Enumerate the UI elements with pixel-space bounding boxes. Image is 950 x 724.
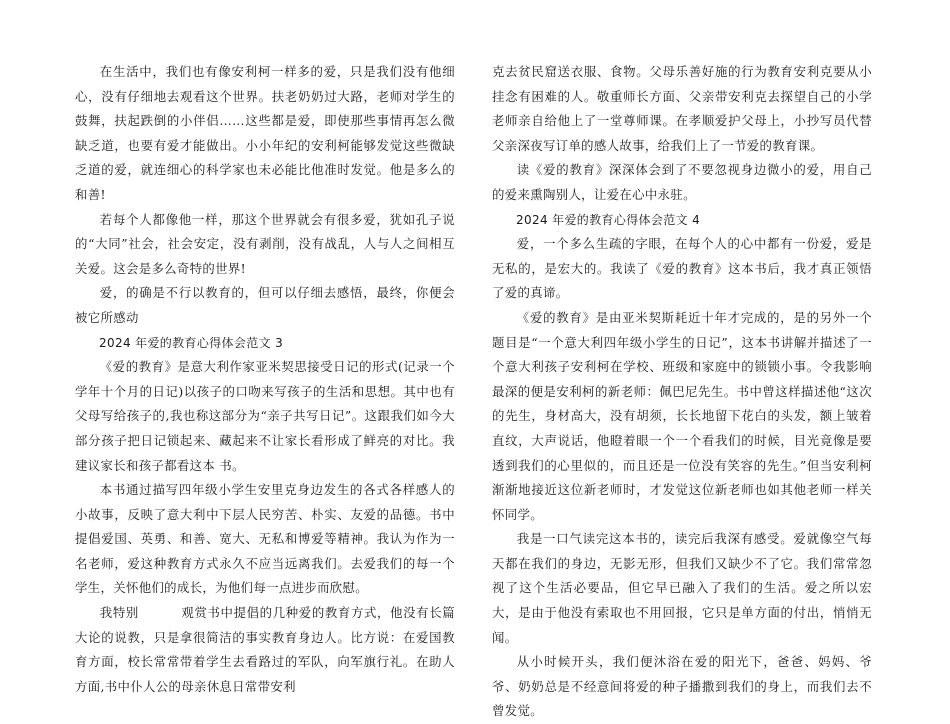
section-heading: 2024 年爱的教育心得体会范文 4 — [516, 212, 701, 227]
paragraph-body: 观赏书中提倡的几种爱的教育方式，他没有长篇大论的说教，只是拿很简洁的事实教育身边人。比方说：在爱国教育方面，校长常常带着学生去看路过的军队，向军旗行礼。在助人方面,书中仆人公的母亲休息日常带安利 — [75, 605, 455, 694]
paragraph: 若每个人都像他一样，那这个世界就会有很多爱，犹如孔子说的“大同”社会，社会安定，没有剥削，没有战乱，人与人之间相互关爱。这会是多么奇特的世界! — [75, 211, 455, 276]
paragraph — [75, 601, 455, 699]
paragraph: 爱，一个多么生疏的字眼，在每个人的心中都有一份爱，爱是无私的，是宏大的。我读了《爱的教育》这本书后，我才真正领悟了爱的真谛。 — [492, 236, 872, 301]
paragraph: 爱，的确是不行以教育的，但可以仔细去感悟，最终，你便会被它所感动 — [75, 285, 455, 325]
paragraph: 我是一口气读完这本书的，读完后我深有感受。爱就像空气每天都在我们的身边，无影无形，但我们又缺少不了它。我们常常忽视了这个生活必要品，但它早已融入了我们的生活。爱之所以宏大，是由于他没有索取也不用回报，它只是单方面的付出，悄悄无闻。 — [492, 531, 872, 645]
section-heading: 2024 年爱的教育心得体会范文 3 — [99, 335, 284, 350]
paragraph: 从小时候开头，我们便沐浴在爱的阳光下，爸爸、妈妈、爷爷、奶奶总是不经意间将爱的种子播撒到我们的身上，而我们去不曾发觉。 — [492, 654, 872, 719]
paragraph: 读《爱的教育》深深体会到了不要忽视身边微小的爱，用自己的爱来熏陶别人，让爱在心中永驻。 — [492, 162, 872, 202]
left-column — [75, 60, 455, 699]
paragraph: 本书通过描写四年级小学生安里克身边发生的各式各样感人的小故事，反映了意大利中下层人民穷苦、朴实、友爱的品德。书中提倡爱国、英勇、和善、宽大、无私和博爱等精神。我认为作为一名老师，爱这种教育方式永久不应当远离我们。去爱我们的每一个学生，关怀他们的成长，为他们每一点进步而欣慰。 — [75, 482, 455, 596]
paragraph-lead: 我特别 — [99, 605, 139, 621]
paragraph: 在生活中，我们也有像安利柯一样多的爱，只是我们没有他细心，没有仔细地去观看这个世界。扶老奶奶过大路，老师对学生的鼓舞，扶起跌倒的小伴侣……这些都是爱，即使那些事情再怎么微缺乏道，也要有爱才能做出。小小年纪的安利柯能够发觉这些微缺乏道的爱，就连细心的科学家也未必能比他准时发觉。他是多么的和善! — [75, 64, 455, 202]
paragraph: 《爱的教育》是意大利作家亚米契思接受日记的形式(记录一个学年十个月的日记)以孩子的口吻来写孩子的生活和思想。其中也有父母写给孩子的,我也称这部分为“亲子共写日记”。这跟我们如今大部分孩子把日记锁起来、藏起来不让家长看形成了鲜亮的对比。我建议家长和孩子都看这本 书。 — [75, 359, 455, 473]
paragraph: 《爱的教育》是由亚米契斯耗近十年才完成的，是的另外一个题目是“一个意大利四年级小学生的日记”，这本书讲解并描述了一个意大利孩子安利柯在学校、班级和家庭中的锁锁小事。令我影响最深的便是安利柯的新老师：佩巴尼先生。书中曾这样描述他“这次的先生，身材高大，没有胡须，长长地留下花白的头发，额上皱着直纹，大声说话，他瞪着眼一个一个看我们的时候，目光竟像是要透到我们的心里似的，而且还是一位没有笑容的先生。”但当安利柯渐渐地接近这位新老师时，才发觉这位新老师也如其他老师一样关怀同学。 — [492, 309, 872, 522]
right-column — [492, 60, 872, 724]
paragraph-continued: 克去贫民窟送衣服、食物。父母乐善好施的行为教育安利克要从小挂念有困难的人。敬重师长方面、父亲带安利克去探望自己的小学老师亲自给他上了一堂尊师课。在孝顺爱护父母上，小抄写员代替父亲深夜写订单的感人故事，给我们上了一节爱的教育课。 — [492, 64, 872, 153]
